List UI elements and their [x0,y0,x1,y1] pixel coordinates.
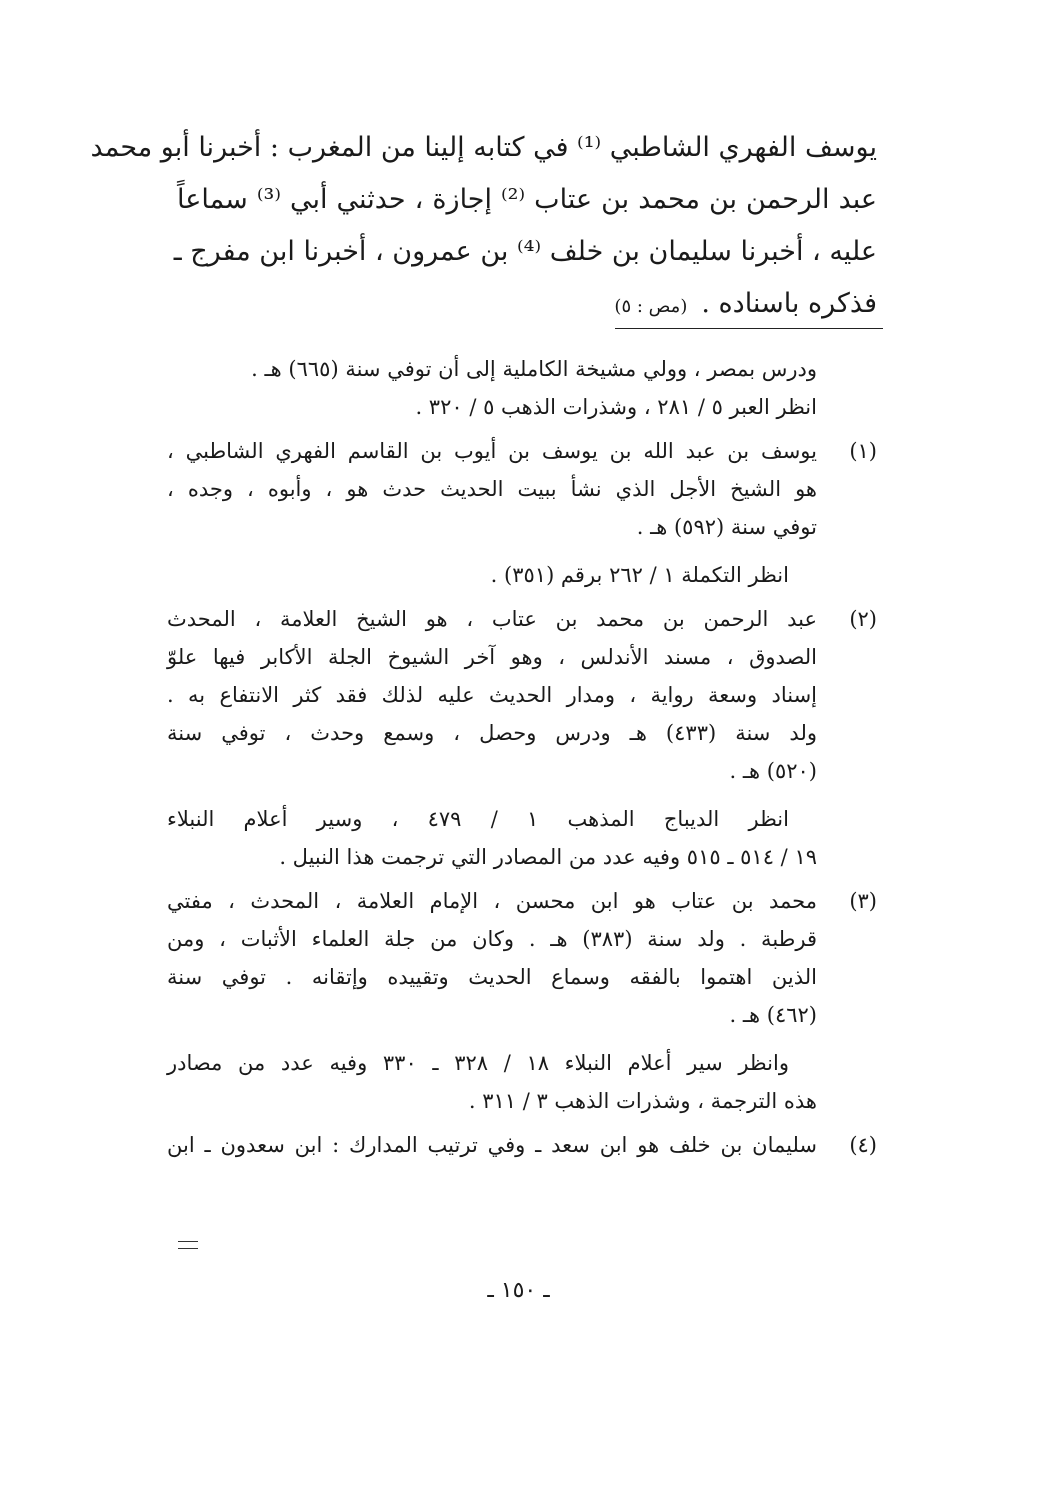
footnote-line: الذين اهتموا بالفقه وسماع الحديث وتقييده وإتقانه . توفي سنة [167,965,817,989]
footnote-number: (٣) [849,889,877,913]
footnote-number: (١) [849,439,877,463]
footnote-line: هو الشيخ الأجل الذي نشأ ببيت الحديث حدث هو ، وأبوه ، وجده ، [167,477,817,501]
footnote-line: (٥٢٠) هـ . [729,759,817,783]
footnote-line: إسناد وسعة رواية ، ومدار الحديث عليه لذلك فقد كثر الانتفاع به . [167,683,817,707]
footnote-line: ودرس بمصر ، وولي مشيخة الكاملية إلى أن توفي سنة (٦٦٥) هـ . [251,357,817,381]
footnote-1 [167,432,877,594]
footnote-line: قرطبة . ولد سنة (٣٨٣) هـ . وكان من جلة العلماء الأثبات ، ومن [167,927,817,951]
footnote-line: يوسف بن عبد الله بن يوسف بن أيوب بن القاسم الفهري الشاطبي ، [167,439,817,463]
footnote-reference: انظر الديباج المذهب ١ / ٤٧٩ ، وسير أعلام النبلاء [167,807,789,831]
footnote-line: انظر العبر ٥ / ٢٨١ ، وشذرات الذهب ٥ / ٣٢٠ . [415,395,817,419]
footnote-line: توفي سنة (٥٩٢) هـ . [636,515,817,539]
footnotes-section [167,350,877,1170]
main-text-line: يوسف الفهري الشاطبي ⁽¹⁾ في كتابه إلينا من المغرب : أخبرنا أبو محمد [90,132,877,163]
footnote-line: محمد بن عتاب هو ابن محسن ، الإمام العلامة ، المحدث ، مفتي [167,889,817,913]
footnote-reference: انظر التكملة ١ / ٢٦٢ برقم (٣٥١) . [490,563,789,587]
main-text-line: عبد الرحمن بن محمد بن عتاب ⁽²⁾ إجازة ، حدثني أبي ⁽³⁾ سماعاً [177,184,878,215]
footnote-line: (٤٦٢) هـ . [729,1003,817,1027]
footnote-line: عبد الرحمن بن محمد بن عتاب ، هو الشيخ العلامة ، المحدث [167,607,817,631]
footnote-number: (٤) [849,1133,877,1157]
footnote-line: سليمان بن خلف هو ابن سعد ـ وفي ترتيب المدارك : ابن سعدون ـ ابن [167,1133,817,1157]
footnote-4 [167,1126,877,1164]
main-text-line: عليه ، أخبرنا سليمان بن خلف ⁽⁴⁾ بن عمرون ، أخبرنا ابن مفرج ـ [173,236,877,267]
page-number: ـ ١٥٠ ـ [487,1278,550,1303]
footnote-continuation [167,350,817,426]
footnote-line: الصدوق ، مسند الأندلس ، وهو آخر الشيوخ الجلة الأكابر فيها علوّ [167,645,817,669]
footnote-reference: هذه الترجمة ، وشذرات الذهب ٣ / ٣١١ . [468,1089,817,1113]
main-text-line: فذكره باسناده . [701,288,877,319]
footnote-reference: ١٩ / ٥١٤ ـ ٥١٥ وفيه عدد من المصادر التي ترجمت هذا النبيل . [279,845,817,869]
page-reference: (مص : ٥) [614,296,688,317]
footnote-2 [167,600,877,876]
main-text-line-last [177,278,877,333]
footnote-number: (٢) [849,607,877,631]
footnote-3 [167,882,877,1120]
footnote-line: ولد سنة (٤٣٣) هـ ودرس وحصل ، وسمع وحدث ، توفي سنة [167,721,817,745]
continuation-mark [178,1241,198,1249]
footnote-separator [615,328,883,329]
footnote-reference: وانظر سير أعلام النبلاء ١٨ / ٣٢٨ ـ ٣٣٠ وفيه عدد من مصادر [167,1051,789,1075]
main-text-block [90,122,878,333]
